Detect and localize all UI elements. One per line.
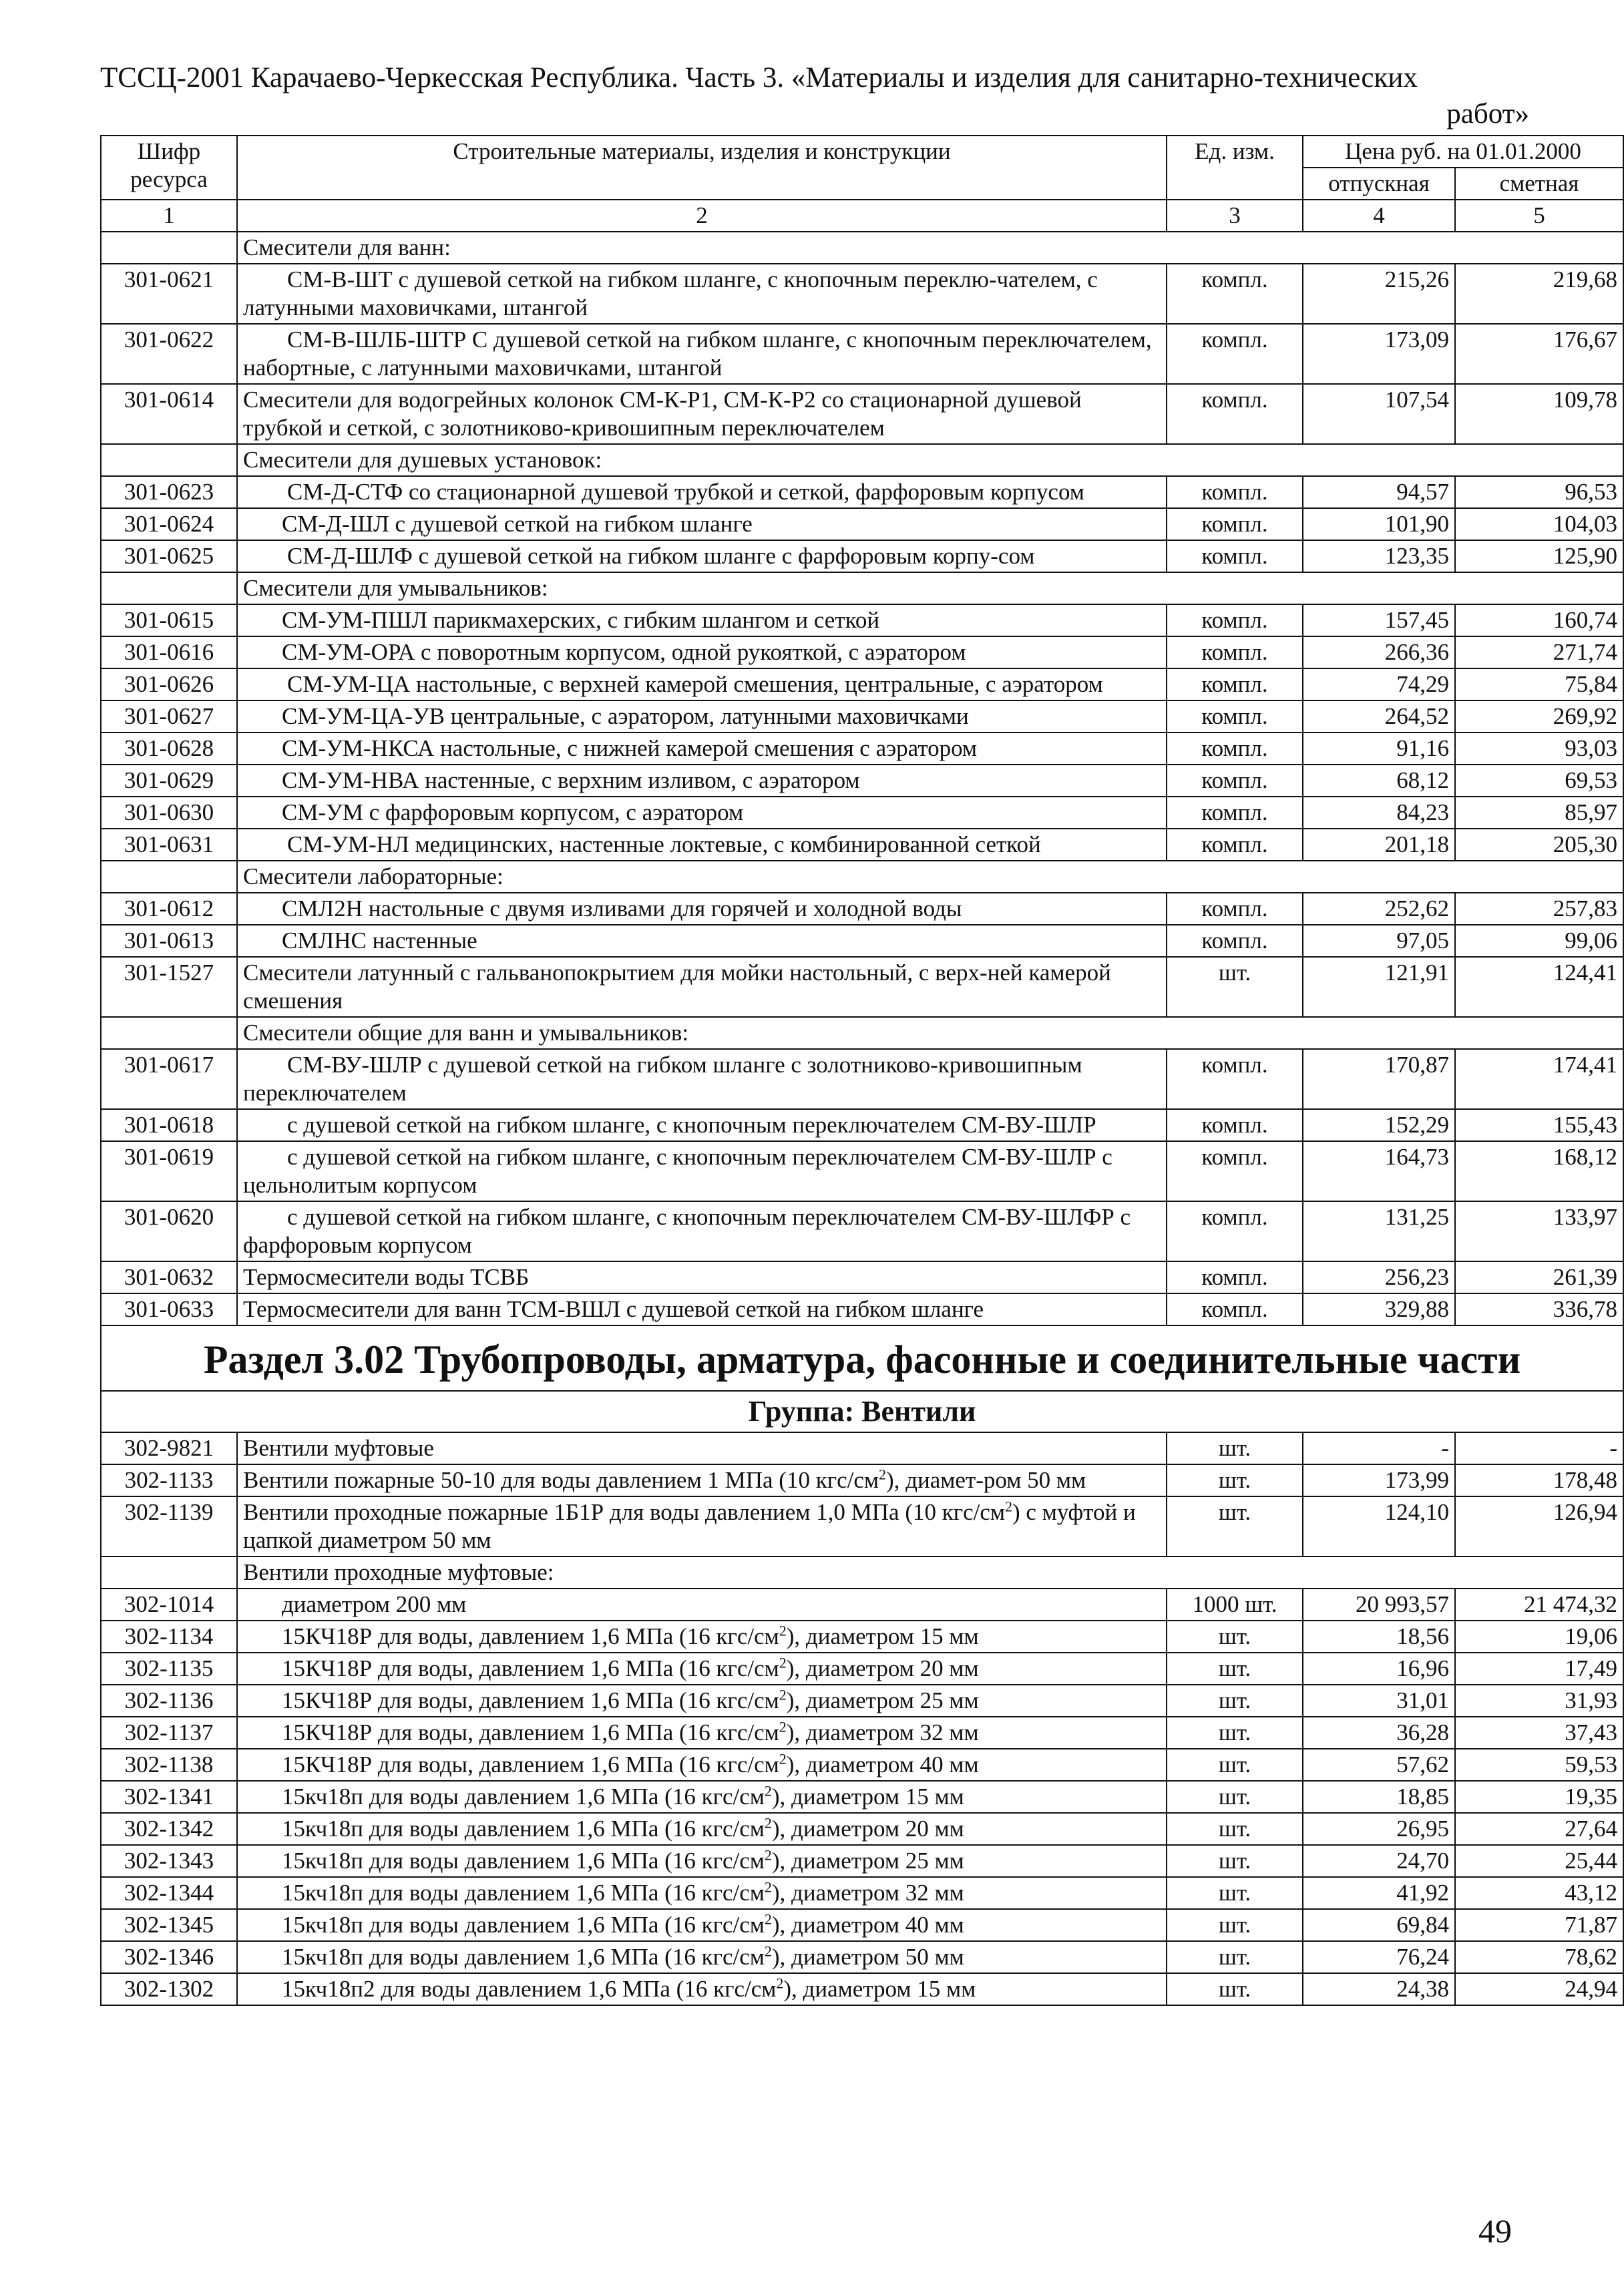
price-estimate: 257,83 bbox=[1455, 893, 1623, 925]
resource-code: 301-0632 bbox=[101, 1261, 237, 1293]
item-name: СМ-УМ-ЦА-УВ центральные, с аэратором, латунными маховичками bbox=[237, 700, 1167, 733]
table-row bbox=[101, 1877, 1623, 1909]
resource-code: 301-0622 bbox=[101, 324, 237, 384]
price-estimate: 160,74 bbox=[1455, 604, 1623, 636]
table-row bbox=[101, 508, 1623, 540]
column-number-row bbox=[101, 200, 1623, 232]
price-estimate: 174,41 bbox=[1455, 1049, 1623, 1109]
resource-code: 302-1138 bbox=[101, 1749, 237, 1781]
price-estimate: 78,62 bbox=[1455, 1941, 1623, 1973]
table-row bbox=[101, 1261, 1623, 1293]
price-estimate: 85,97 bbox=[1455, 797, 1623, 829]
resource-code: 301-0620 bbox=[101, 1201, 237, 1261]
price-estimate: 31,93 bbox=[1455, 1685, 1623, 1717]
price-release: 16,96 bbox=[1303, 1653, 1455, 1685]
resource-code: 302-9821 bbox=[101, 1432, 237, 1464]
price-release: 252,62 bbox=[1303, 893, 1455, 925]
item-name: Смесители латунный с гальванопокрытием для мойки настольный, с верх-ней камерой смешения bbox=[237, 957, 1167, 1017]
price-estimate: 133,97 bbox=[1455, 1201, 1623, 1261]
table-row bbox=[101, 1909, 1623, 1941]
item-name: СМ-Д-ШЛ с душевой сеткой на гибком шланге bbox=[237, 508, 1167, 540]
item-name: СМ-УМ-НВА настенные, с верхним изливом, с аэратором bbox=[237, 765, 1167, 797]
section-heading-row bbox=[101, 1325, 1623, 1391]
price-release: 173,99 bbox=[1303, 1464, 1455, 1496]
price-estimate: 69,53 bbox=[1455, 765, 1623, 797]
table-row bbox=[101, 797, 1623, 829]
item-name: СМ-УМ с фарфоровым корпусом, с аэратором bbox=[237, 797, 1167, 829]
valve-rows bbox=[101, 1621, 1623, 2005]
price-estimate: 17,49 bbox=[1455, 1653, 1623, 1685]
table-row bbox=[101, 1781, 1623, 1813]
item-unit: компл. bbox=[1167, 668, 1303, 700]
table-row bbox=[101, 384, 1623, 444]
item-unit: шт. bbox=[1167, 1909, 1303, 1941]
price-release: 170,87 bbox=[1303, 1049, 1455, 1109]
resource-code: 301-0621 bbox=[101, 264, 237, 324]
group-title: Смесители лабораторные: bbox=[237, 861, 1623, 893]
table-row bbox=[101, 324, 1623, 384]
item-name: 15кч18п2 для воды давлением 1,6 МПа (16 кгс/$см^2$), диаметром 15 мм bbox=[237, 1973, 1167, 2005]
table-body bbox=[101, 232, 1623, 1621]
group-title-row bbox=[101, 232, 1623, 264]
price-release: 173,09 bbox=[1303, 324, 1455, 384]
price-release: 69,84 bbox=[1303, 1909, 1455, 1941]
table-row bbox=[101, 700, 1623, 733]
item-unit: шт. bbox=[1167, 1749, 1303, 1781]
table-row bbox=[101, 1589, 1623, 1621]
resource-code: 302-1342 bbox=[101, 1813, 237, 1845]
item-unit: шт. bbox=[1167, 1621, 1303, 1653]
table-row bbox=[101, 1049, 1623, 1109]
item-unit: компл. bbox=[1167, 324, 1303, 384]
group-title: Вентили проходные муфтовые: bbox=[237, 1556, 1623, 1589]
price-estimate: 59,53 bbox=[1455, 1749, 1623, 1781]
table-row bbox=[101, 1653, 1623, 1685]
item-name: СМ-УМ-ПШЛ парикмахерских, с гибким шлангом и сеткой bbox=[237, 604, 1167, 636]
price-release: 18,56 bbox=[1303, 1621, 1455, 1653]
price-estimate: 21 474,32 bbox=[1455, 1589, 1623, 1621]
price-release: 121,91 bbox=[1303, 957, 1455, 1017]
price-estimate: 27,64 bbox=[1455, 1813, 1623, 1845]
item-unit: компл. bbox=[1167, 1109, 1303, 1141]
price-estimate: 25,44 bbox=[1455, 1845, 1623, 1877]
table-row bbox=[101, 1685, 1623, 1717]
table-row bbox=[101, 925, 1623, 957]
resource-code: 302-1133 bbox=[101, 1464, 237, 1496]
column-number: 5 bbox=[1455, 200, 1623, 232]
item-name: СМ-УМ-НКСА настольные, с нижней камерой смешения с аэратором bbox=[237, 733, 1167, 765]
price-release: 24,70 bbox=[1303, 1845, 1455, 1877]
resource-code: 301-0612 bbox=[101, 893, 237, 925]
header-unit: Ед. изм. bbox=[1167, 136, 1303, 200]
resource-code: 301-0623 bbox=[101, 476, 237, 508]
resource-code: 302-1341 bbox=[101, 1781, 237, 1813]
price-release: 26,95 bbox=[1303, 1813, 1455, 1845]
item-name: СМЛ2Н настольные с двумя изливами для горячей и холодной воды bbox=[237, 893, 1167, 925]
price-release: 74,29 bbox=[1303, 668, 1455, 700]
item-name: 15КЧ18Р для воды, давлением 1,6 МПа (16 кгс/$см^2$), диаметром 15 мм bbox=[237, 1621, 1167, 1653]
item-name: Термосмесители воды ТСВБ bbox=[237, 1261, 1167, 1293]
item-name: Вентили проходные пожарные 1Б1Р для воды давлением 1,0 МПа (10 кгс/$см^2$) с муфтой и цапкой диаметром 50 мм bbox=[237, 1496, 1167, 1556]
price-release: 76,24 bbox=[1303, 1941, 1455, 1973]
price-estimate: 93,03 bbox=[1455, 733, 1623, 765]
item-name: Вентили муфтовые bbox=[237, 1432, 1167, 1464]
table-row bbox=[101, 733, 1623, 765]
resource-code: 302-1137 bbox=[101, 1717, 237, 1749]
item-name: Термосмесители для ванн ТСМ-ВШЛ с душевой сеткой на гибком шланге bbox=[237, 1293, 1167, 1325]
group-title-row bbox=[101, 572, 1623, 604]
item-unit: шт. bbox=[1167, 1685, 1303, 1717]
price-release: 20 993,57 bbox=[1303, 1589, 1455, 1621]
resource-code: 301-0631 bbox=[101, 829, 237, 861]
resource-code: 302-1139 bbox=[101, 1496, 237, 1556]
price-estimate: 126,94 bbox=[1455, 1496, 1623, 1556]
price-release: 68,12 bbox=[1303, 765, 1455, 797]
resource-code: 301-0613 bbox=[101, 925, 237, 957]
document-title-continued: работ» bbox=[1446, 98, 1529, 130]
resource-code: 301-0618 bbox=[101, 1109, 237, 1141]
table-row bbox=[101, 540, 1623, 572]
item-name: с душевой сеткой на гибком шланге, с кнопочным переключателем СМ-ВУ-ШЛР bbox=[237, 1109, 1167, 1141]
item-unit: шт. bbox=[1167, 1845, 1303, 1877]
group-title: Смесители для умывальников: bbox=[237, 572, 1623, 604]
item-name: СМ-УМ-НЛ медицинских, настенные локтевые, с комбинированной сеткой bbox=[237, 829, 1167, 861]
item-unit: шт. bbox=[1167, 1813, 1303, 1845]
price-release: 131,25 bbox=[1303, 1201, 1455, 1261]
group-title-row bbox=[101, 1017, 1623, 1049]
price-release: 264,52 bbox=[1303, 700, 1455, 733]
item-unit: компл. bbox=[1167, 829, 1303, 861]
resource-code: 302-1136 bbox=[101, 1685, 237, 1717]
section-heading: Раздел 3.02 Трубопроводы, арматура, фасонные и соединительные части bbox=[101, 1325, 1623, 1391]
group-title-row bbox=[101, 444, 1623, 476]
resource-code: 301-0630 bbox=[101, 797, 237, 829]
item-unit: шт. bbox=[1167, 957, 1303, 1017]
price-estimate: 125,90 bbox=[1455, 540, 1623, 572]
price-release: 84,23 bbox=[1303, 797, 1455, 829]
table-row bbox=[101, 604, 1623, 636]
item-unit: компл. bbox=[1167, 264, 1303, 324]
table-row bbox=[101, 893, 1623, 925]
price-release: 101,90 bbox=[1303, 508, 1455, 540]
item-name: 15кч18п для воды давлением 1,6 МПа (16 кгс/$см^2$), диаметром 20 мм bbox=[237, 1813, 1167, 1845]
price-release: 256,23 bbox=[1303, 1261, 1455, 1293]
price-release: 201,18 bbox=[1303, 829, 1455, 861]
price-release: 57,62 bbox=[1303, 1749, 1455, 1781]
item-unit: шт. bbox=[1167, 1781, 1303, 1813]
item-unit: компл. bbox=[1167, 384, 1303, 444]
price-estimate: 155,43 bbox=[1455, 1109, 1623, 1141]
price-release: 123,35 bbox=[1303, 540, 1455, 572]
group-title-row bbox=[101, 861, 1623, 893]
item-name: 15КЧ18Р для воды, давлением 1,6 МПа (16 кгс/$см^2$), диаметром 40 мм bbox=[237, 1749, 1167, 1781]
item-name: 15кч18п для воды давлением 1,6 МПа (16 кгс/$см^2$), диаметром 25 мм bbox=[237, 1845, 1167, 1877]
price-estimate: - bbox=[1455, 1432, 1623, 1464]
resource-code: 301-0625 bbox=[101, 540, 237, 572]
price-table bbox=[100, 135, 1624, 2006]
item-name: 15КЧ18Р для воды, давлением 1,6 МПа (16 кгс/$см^2$), диаметром 32 мм bbox=[237, 1717, 1167, 1749]
item-unit: компл. bbox=[1167, 1293, 1303, 1325]
price-estimate: 19,35 bbox=[1455, 1781, 1623, 1813]
item-name: СМ-ВУ-ШЛР с душевой сеткой на гибком шланге с золотниково-кривошипным переключателем bbox=[237, 1049, 1167, 1109]
item-unit: шт. bbox=[1167, 1973, 1303, 2005]
header-price-release: отпускная bbox=[1303, 168, 1455, 200]
item-unit: компл. bbox=[1167, 604, 1303, 636]
item-unit: компл. bbox=[1167, 476, 1303, 508]
item-name: 15кч18п для воды давлением 1,6 МПа (16 кгс/$см^2$), диаметром 50 мм bbox=[237, 1941, 1167, 1973]
price-estimate: 71,87 bbox=[1455, 1909, 1623, 1941]
item-name: 15кч18п для воды давлением 1,6 МПа (16 кгс/$см^2$), диаметром 40 мм bbox=[237, 1909, 1167, 1941]
item-unit: компл. bbox=[1167, 797, 1303, 829]
table-row bbox=[101, 1432, 1623, 1464]
price-estimate: 99,06 bbox=[1455, 925, 1623, 957]
price-release: 124,10 bbox=[1303, 1496, 1455, 1556]
table-row bbox=[101, 1141, 1623, 1201]
group-title: Смесители для ванн: bbox=[237, 232, 1623, 264]
table-row bbox=[101, 1621, 1623, 1653]
price-release: 107,54 bbox=[1303, 384, 1455, 444]
price-release: 24,38 bbox=[1303, 1973, 1455, 2005]
price-estimate: 24,94 bbox=[1455, 1973, 1623, 2005]
price-estimate: 168,12 bbox=[1455, 1141, 1623, 1201]
table-row bbox=[101, 1293, 1623, 1325]
resource-code: 301-0626 bbox=[101, 668, 237, 700]
column-number: 2 bbox=[237, 200, 1167, 232]
item-unit: компл. bbox=[1167, 765, 1303, 797]
resource-code: 302-1344 bbox=[101, 1877, 237, 1909]
group-heading-row bbox=[101, 1391, 1623, 1432]
price-release: 41,92 bbox=[1303, 1877, 1455, 1909]
resource-code: 301-0627 bbox=[101, 700, 237, 733]
table-header-row bbox=[101, 136, 1623, 168]
price-release: 329,88 bbox=[1303, 1293, 1455, 1325]
header-price-estimate: сметная bbox=[1455, 168, 1623, 200]
price-release: 91,16 bbox=[1303, 733, 1455, 765]
table-row bbox=[101, 1941, 1623, 1973]
price-estimate: 19,06 bbox=[1455, 1621, 1623, 1653]
price-estimate: 219,68 bbox=[1455, 264, 1623, 324]
group-title-row bbox=[101, 1556, 1623, 1589]
price-estimate: 124,41 bbox=[1455, 957, 1623, 1017]
price-estimate: 178,48 bbox=[1455, 1464, 1623, 1496]
price-estimate: 37,43 bbox=[1455, 1717, 1623, 1749]
page-number: 49 bbox=[1478, 2212, 1512, 2250]
item-name: 15кч18п для воды давлением 1,6 МПа (16 кгс/$см^2$), диаметром 15 мм bbox=[237, 1781, 1167, 1813]
item-unit: компл. bbox=[1167, 1049, 1303, 1109]
table-row bbox=[101, 1201, 1623, 1261]
column-number: 4 bbox=[1303, 200, 1455, 232]
price-release: 94,57 bbox=[1303, 476, 1455, 508]
item-name: СМ-В-ШЛБ-ШТР С душевой сеткой на гибком шланге, с кнопочным переключателем, набортные, с латунными маховичками, штангой bbox=[237, 324, 1167, 384]
price-release: 157,45 bbox=[1303, 604, 1455, 636]
group-heading: Группа: Вентили bbox=[101, 1391, 1623, 1432]
table-row bbox=[101, 264, 1623, 324]
price-estimate: 205,30 bbox=[1455, 829, 1623, 861]
resource-code: 301-0617 bbox=[101, 1049, 237, 1109]
item-name: Вентили пожарные 50-10 для воды давлением 1 МПа (10 кгс/$см^2$), диамет-ром 50 мм bbox=[237, 1464, 1167, 1496]
price-estimate: 336,78 bbox=[1455, 1293, 1623, 1325]
item-unit: шт. bbox=[1167, 1496, 1303, 1556]
item-unit: компл. bbox=[1167, 540, 1303, 572]
item-unit: компл. bbox=[1167, 508, 1303, 540]
price-estimate: 104,03 bbox=[1455, 508, 1623, 540]
group-title: Смесители общие для ванн и умывальников: bbox=[237, 1017, 1623, 1049]
resource-code: 301-0615 bbox=[101, 604, 237, 636]
price-release: 18,85 bbox=[1303, 1781, 1455, 1813]
resource-code: 301-0616 bbox=[101, 636, 237, 668]
resource-code: 302-1014 bbox=[101, 1589, 237, 1621]
header-name: Строительные материалы, изделия и конструкции bbox=[237, 136, 1167, 200]
table-row bbox=[101, 668, 1623, 700]
table-row bbox=[101, 476, 1623, 508]
item-name: СМ-Д-СТФ со стационарной душевой трубкой и сеткой, фарфоровым корпусом bbox=[237, 476, 1167, 508]
table-row bbox=[101, 1717, 1623, 1749]
item-name: 15КЧ18Р для воды, давлением 1,6 МПа (16 кгс/$см^2$), диаметром 25 мм bbox=[237, 1685, 1167, 1717]
item-name: диаметром 200 мм bbox=[237, 1589, 1167, 1621]
price-release: 215,26 bbox=[1303, 264, 1455, 324]
item-unit: шт. bbox=[1167, 1432, 1303, 1464]
table-row bbox=[101, 765, 1623, 797]
price-estimate: 176,67 bbox=[1455, 324, 1623, 384]
price-release: - bbox=[1303, 1432, 1455, 1464]
price-estimate: 109,78 bbox=[1455, 384, 1623, 444]
resource-code: 301-0629 bbox=[101, 765, 237, 797]
table-row bbox=[101, 1496, 1623, 1556]
table-row bbox=[101, 636, 1623, 668]
item-name: 15КЧ18Р для воды, давлением 1,6 МПа (16 кгс/$см^2$), диаметром 20 мм bbox=[237, 1653, 1167, 1685]
item-name: СМЛНС настенные bbox=[237, 925, 1167, 957]
price-estimate: 269,92 bbox=[1455, 700, 1623, 733]
item-name: с душевой сеткой на гибком шланге, с кнопочным переключателем СМ-ВУ-ШЛР с цельнолитым корпусом bbox=[237, 1141, 1167, 1201]
price-release: 31,01 bbox=[1303, 1685, 1455, 1717]
item-unit: компл. bbox=[1167, 1141, 1303, 1201]
header-price: Цена руб. на 01.01.2000 bbox=[1303, 136, 1623, 168]
item-unit: шт. bbox=[1167, 1464, 1303, 1496]
document-title: ТССЦ-2001 Карачаево-Черкесская Республика. Часть 3. «Материалы и изделия для санитарно-технических bbox=[100, 62, 1418, 93]
table-row bbox=[101, 1973, 1623, 2005]
table-row bbox=[101, 1845, 1623, 1877]
header-code: Шифр ресурса bbox=[101, 136, 237, 200]
item-unit: шт. bbox=[1167, 1653, 1303, 1685]
item-unit: шт. bbox=[1167, 1877, 1303, 1909]
price-release: 97,05 bbox=[1303, 925, 1455, 957]
table-row bbox=[101, 957, 1623, 1017]
table-row bbox=[101, 1464, 1623, 1496]
resource-code: 301-0633 bbox=[101, 1293, 237, 1325]
item-unit: компл. bbox=[1167, 1201, 1303, 1261]
price-release: 266,36 bbox=[1303, 636, 1455, 668]
item-unit: шт. bbox=[1167, 1717, 1303, 1749]
resource-code: 302-1302 bbox=[101, 1973, 237, 2005]
resource-code: 301-0628 bbox=[101, 733, 237, 765]
price-estimate: 271,74 bbox=[1455, 636, 1623, 668]
item-unit: компл. bbox=[1167, 925, 1303, 957]
price-estimate: 261,39 bbox=[1455, 1261, 1623, 1293]
table-row bbox=[101, 1813, 1623, 1845]
table-row bbox=[101, 1749, 1623, 1781]
resource-code: 302-1346 bbox=[101, 1941, 237, 1973]
item-name: СМ-В-ШТ с душевой сеткой на гибком шланге, с кнопочным переклю-чателем, с латунными маховичками, штангой bbox=[237, 264, 1167, 324]
resource-code: 302-1135 bbox=[101, 1653, 237, 1685]
item-unit: компл. bbox=[1167, 1261, 1303, 1293]
item-unit: 1000 шт. bbox=[1167, 1589, 1303, 1621]
item-unit: компл. bbox=[1167, 893, 1303, 925]
resource-code: 301-0619 bbox=[101, 1141, 237, 1201]
resource-code: 301-0614 bbox=[101, 384, 237, 444]
item-name: с душевой сеткой на гибком шланге, с кнопочным переключателем СМ-ВУ-ШЛФР с фарфоровым корпусом bbox=[237, 1201, 1167, 1261]
price-estimate: 75,84 bbox=[1455, 668, 1623, 700]
item-unit: шт. bbox=[1167, 1941, 1303, 1973]
price-estimate: 96,53 bbox=[1455, 476, 1623, 508]
price-estimate: 43,12 bbox=[1455, 1877, 1623, 1909]
group-title: Смесители для душевых установок: bbox=[237, 444, 1623, 476]
price-release: 36,28 bbox=[1303, 1717, 1455, 1749]
table-row bbox=[101, 829, 1623, 861]
column-number: 1 bbox=[101, 200, 237, 232]
table-row bbox=[101, 1109, 1623, 1141]
price-release: 152,29 bbox=[1303, 1109, 1455, 1141]
column-number: 3 bbox=[1167, 200, 1303, 232]
item-unit: компл. bbox=[1167, 700, 1303, 733]
price-release: 164,73 bbox=[1303, 1141, 1455, 1201]
resource-code: 302-1134 bbox=[101, 1621, 237, 1653]
resource-code: 301-0624 bbox=[101, 508, 237, 540]
item-name: СМ-УМ-ОРА с поворотным корпусом, одной рукояткой, с аэратором bbox=[237, 636, 1167, 668]
item-unit: компл. bbox=[1167, 636, 1303, 668]
resource-code: 301-1527 bbox=[101, 957, 237, 1017]
item-name: 15кч18п для воды давлением 1,6 МПа (16 кгс/$см^2$), диаметром 32 мм bbox=[237, 1877, 1167, 1909]
resource-code: 302-1343 bbox=[101, 1845, 237, 1877]
item-name: СМ-УМ-ЦА настольные, с верхней камерой смешения, центральные, с аэратором bbox=[237, 668, 1167, 700]
item-name: СМ-Д-ШЛФ с душевой сеткой на гибком шланге с фарфоровым корпу-сом bbox=[237, 540, 1167, 572]
resource-code: 302-1345 bbox=[101, 1909, 237, 1941]
item-name: Смесители для водогрейных колонок СМ-К-Р1, СМ-К-Р2 со стационарной душевой трубкой и сеткой, с золотниково-кривошипным переключателем bbox=[237, 384, 1167, 444]
item-unit: компл. bbox=[1167, 733, 1303, 765]
